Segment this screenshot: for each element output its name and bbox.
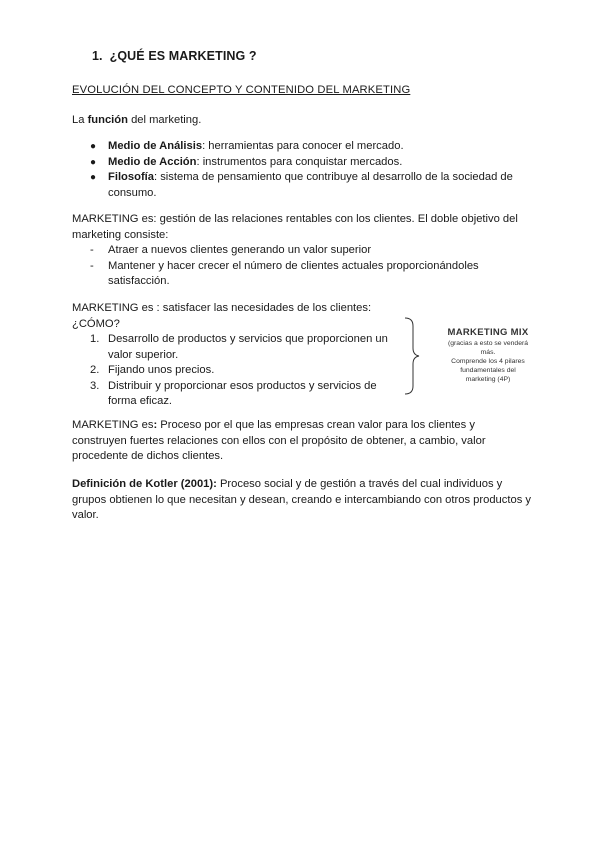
definition-3-lead: MARKETING es	[72, 419, 154, 431]
marketing-mix-title: MARKETING MIX	[447, 327, 529, 338]
funcion-paragraph	[72, 113, 532, 129]
section-subtitle: EVOLUCIÓN DEL CONCEPTO Y CONTENIDO DEL MARKETING	[72, 84, 411, 96]
item-number: 1.	[90, 333, 100, 345]
objectives-list	[90, 243, 500, 290]
how-list	[90, 332, 390, 410]
dash-icon: -	[90, 259, 94, 272]
list-item	[90, 332, 390, 363]
definition-2-line1: MARKETING es : satisfacer las necesidades de los clientes:	[72, 302, 372, 314]
bullet-term: Filosofía	[108, 171, 154, 183]
list-item	[90, 139, 520, 155]
definition-3-text: Proceso por el que las empresas crean valor para los clientes y construyen fuertes relaciones con ellos con el propósito de obtener, a cambio, valor procedente de dichos clientes.	[72, 419, 486, 462]
marketing-mix-note-line: más.	[480, 349, 496, 356]
marketing-definition-1: MARKETING es: gestión de las relaciones rentables con los clientes. El doble objetivo del marketing consiste:	[72, 213, 518, 241]
item-text: Desarrollo de productos y servicios que proporcionen un valor superior.	[108, 333, 388, 361]
bullet-term: Medio de Acción	[108, 155, 197, 168]
funcion-suffix: del marketing.	[127, 114, 202, 126]
list-item	[90, 379, 390, 410]
item-text: Distribuir y proporcionar esos productos y servicios de forma eficaz.	[108, 379, 377, 407]
bullet-icon: ●	[90, 172, 97, 183]
section-number: 1.	[92, 49, 103, 63]
list-item	[90, 170, 520, 201]
item-number: 3.	[90, 379, 100, 392]
kotler-definition	[72, 477, 534, 524]
section-heading	[92, 49, 257, 65]
marketing-definition-3	[72, 418, 528, 465]
bullet-icon: ●	[90, 141, 97, 152]
objective-text: Mantener y hacer crecer el número de clientes actuales proporcionándoles satisfacción.	[108, 259, 479, 287]
bullet-term: Medio de Análisis	[108, 140, 203, 152]
kotler-label: Definición de Kotler (2001):	[72, 478, 217, 490]
funcion-bullet-list	[90, 139, 520, 201]
marketing-mix-note-line: fundamentales del	[460, 367, 516, 374]
list-item	[90, 155, 520, 171]
dash-icon: -	[90, 244, 94, 256]
marketing-mix-note-line: marketing (4P)	[465, 376, 511, 383]
item-text: Fijando unos precios.	[108, 364, 215, 376]
list-item	[90, 243, 500, 259]
funcion-bold: función	[87, 114, 128, 126]
marketing-mix-note-line: (gracias a esto se venderá	[447, 340, 529, 347]
item-number: 2.	[90, 364, 100, 376]
section-title: ¿QUÉ ES MARKETING ?	[109, 49, 257, 63]
bullet-text: : sistema de pensamiento que contribuye al desarrollo de la sociedad de consumo.	[108, 171, 513, 199]
marketing-mix-note	[425, 327, 551, 384]
kotler-text: Proceso social y de gestión a través del cual individuos y grupos obtienen lo que necesitan y desean, creando e intercambiando con otros productos y valor.	[72, 478, 531, 521]
funcion-prefix: La	[72, 114, 88, 126]
bullet-icon: ●	[90, 156, 97, 168]
bullet-text: : herramientas para conocer el mercado.	[202, 140, 404, 152]
list-item	[90, 259, 500, 290]
definition-3-colon: :	[153, 419, 158, 431]
objective-text: Atraer a nuevos clientes generando un valor superior	[108, 244, 372, 256]
list-item	[90, 363, 390, 379]
bullet-text: : instrumentos para conquistar mercados.	[196, 155, 403, 168]
marketing-mix-note-line: Comprende los 4 pilares	[451, 358, 525, 365]
curly-brace-icon	[401, 316, 421, 396]
definition-2-question: ¿CÓMO?	[72, 317, 120, 330]
